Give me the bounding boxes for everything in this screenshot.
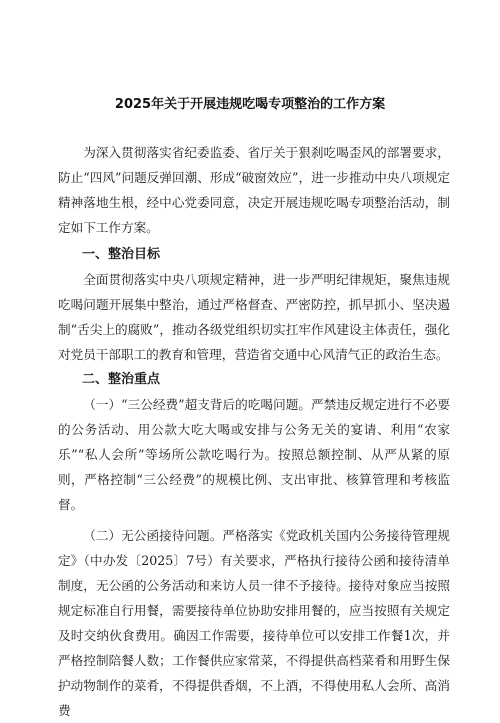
intro-paragraph: 为深入贯彻落实省纪委监委、省厅关于狠刹吃喝歪风的部署要求，防止“四风”问题反弹回潮、形成“破窗效应”，进一步推动中央八项规定精神落地生根，经中心党委同意，决定开展违规吃喝专项整治活动，制定如下工作方案。 — [58, 145, 450, 235]
section-heading-goals: 一、整治目标 — [82, 247, 161, 262]
goals-paragraph: 全面贯彻落实中央八项规定精神，进一步严明纪律规矩，聚焦违规吃喝问题开展集中整治，通过严格督查、严密防控，抓早抓小、坚决遏制“舌尖上的腐败”，推动各级党组织切实扛牢作风建设主体责任，强化对党员干部职工的教育和管理，营造省交通中心风清气正的政治生态。 — [58, 272, 450, 362]
focus-item-2-paragraph: （二）无公函接待问题。严格落实《党政机关国内公务接待管理规定》（中办发〔2025〕7号）有关要求，严格执行接待公函和接待清单制度，无公函的公务活动和来访人员一律不予接待。接待对象应当按照规定标准自行用餐，需要接待单位协助安排用餐的，应当按照有关规定及时交纳伙食费用。确因工作需要，接待单位可以安排工作餐1次，并严格控制陪餐人数；工作餐供应家常菜，不得提供高档菜肴和用野生保护动物制作的菜肴，不得提供香烟，不上酒，不得使用私人会所、高消费 — [58, 528, 450, 718]
focus-item-1-paragraph: （一）“三公经费”超支背后的吃喝问题。严禁违反规定进行不必要的公务活动、用公款大吃大喝或安排与公务无关的宴请、利用“农家乐”“私人会所”等场所公款吃喝行为。按照总额控制、从严从紧的原则，严格控制“三公经费”的规模比例、支出审批、核算管理和考核监督。 — [58, 397, 450, 512]
section-heading-focus: 二、整治重点 — [82, 372, 161, 387]
document-title: 2025年关于开展违规吃喝专项整治的工作方案 — [114, 97, 386, 112]
document-body — [58, 140, 450, 723]
